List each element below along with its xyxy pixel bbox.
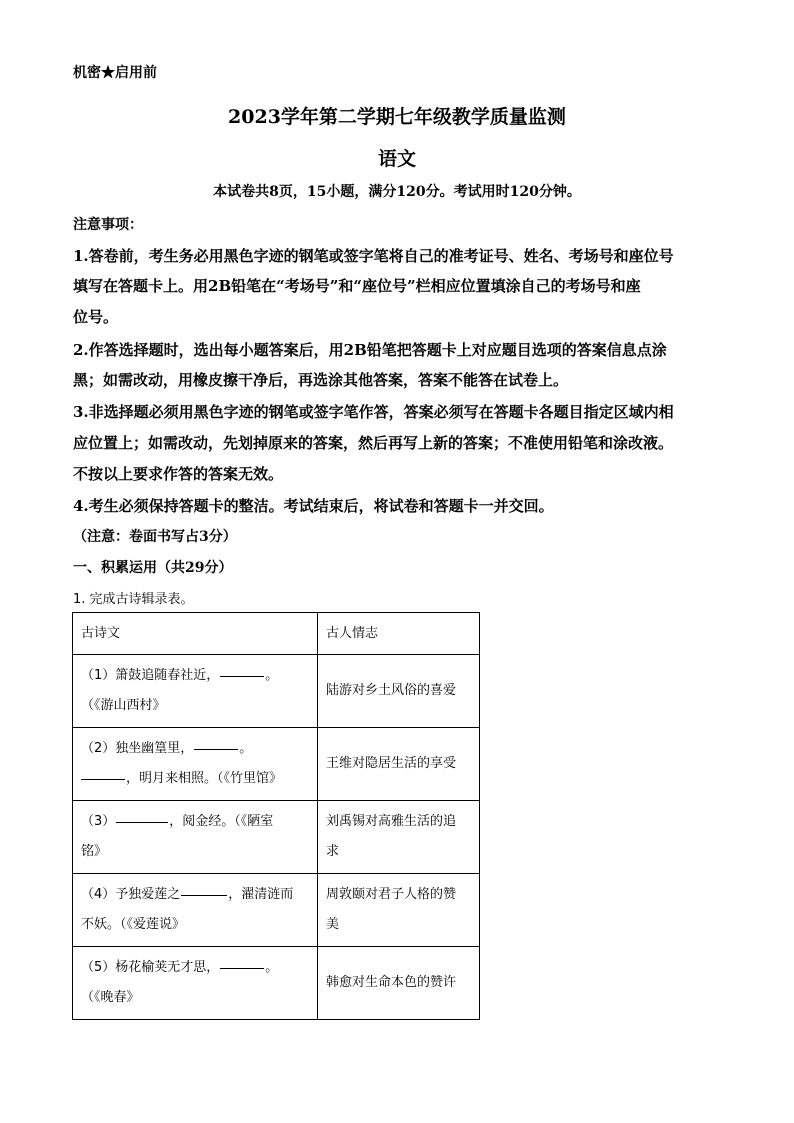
question-1: 1. 完成古诗辑录表。 <box>73 592 194 607</box>
poem-text: 铭》 <box>81 844 108 859</box>
poem-cell <box>73 655 318 728</box>
notice-line: 不按以上要求作答的答案无效。 <box>73 465 284 483</box>
header-cell: 古诗文 <box>73 613 318 655</box>
notice-line: 填写在答题卡上。用2B铅笔在“考场号”和“座位号”栏相应位置填涂自己的考场号和座 <box>73 277 641 295</box>
answer-blank[interactable] <box>220 967 264 969</box>
mood-cell: 王维对隐居生活的享受 <box>318 728 480 801</box>
header-cell: 古人情志 <box>318 613 480 655</box>
mood-cell <box>318 801 480 874</box>
poem-text: ，明月来相照。（《竹里馆》 <box>126 771 283 786</box>
poem-text: （4）予独爱莲之 <box>81 887 181 902</box>
exam-info: 本试卷共8页，15小题，满分120分。考试用时120分钟。 <box>213 184 581 200</box>
answer-blank[interactable] <box>81 778 125 780</box>
subject-title: 语文 <box>377 148 416 170</box>
notice-line: 2.作答选择题时，选出每小题答案后，用2B铅笔把答题卡上对应题目选项的答案信息点涂 <box>73 341 667 359</box>
mood-cell: 陆游对乡土风俗的喜爱 <box>318 655 480 728</box>
poem-text: （1）箫鼓追随春社近， <box>81 668 220 683</box>
mood-text: 周敦颐对君子人格的赞 <box>326 887 457 902</box>
confidential-label: 机密★启用前 <box>73 65 157 81</box>
poem-text: （《晚春》 <box>81 990 140 1005</box>
poem-cell <box>73 874 318 947</box>
poem-cell <box>73 801 318 874</box>
mood-cell: 韩愈对生命本色的赞许 <box>318 947 480 1020</box>
exam-title: 2023学年第二学期七年级教学质量监测 <box>228 106 566 128</box>
table-row <box>73 801 480 874</box>
poem-text: 。 <box>239 741 253 756</box>
notice-line: 4.考生必须保持答题卡的整洁。考试结束后，将试卷和答题卡一并交回。 <box>73 497 554 515</box>
notice-line: 位号。 <box>73 308 119 326</box>
notice-heading: 注意事项： <box>73 217 143 233</box>
poem-text: ，阅金经。（《陋室 <box>169 814 274 829</box>
table-header-row <box>73 613 480 655</box>
answer-blank[interactable] <box>181 894 227 896</box>
notice-line: 应位置上；如需改动，先划掉原来的答案，然后再写上新的答案；不准使用铅笔和涂改液。 <box>73 434 674 452</box>
poem-text: 。 <box>265 668 279 683</box>
notice-line: 黑；如需改动，用橡皮擦干净后，再选涂其他答案，答案不能答在试卷上。 <box>73 371 569 389</box>
table-row <box>73 728 480 801</box>
answer-blank[interactable] <box>220 675 264 677</box>
mood-text: 求 <box>326 844 340 859</box>
answer-blank[interactable] <box>116 821 168 823</box>
handwriting-note: （注意：卷面书写占3分） <box>73 529 237 545</box>
mood-cell <box>318 874 480 947</box>
table-row <box>73 874 480 947</box>
poem-text: （2）独坐幽篁里， <box>81 741 194 756</box>
poem-text: （3） <box>81 814 116 829</box>
mood-text: 刘禹锡对高雅生活的追 <box>326 814 457 829</box>
poem-text: ，濯清涟而 <box>228 887 294 902</box>
mood-text: 美 <box>326 917 340 932</box>
table-row <box>73 947 480 1020</box>
poem-text: 不妖。（《爱莲说》 <box>81 917 186 932</box>
answer-blank[interactable] <box>194 748 238 750</box>
poem-text: （5）杨花榆荚无才思， <box>81 960 220 975</box>
poem-cell <box>73 728 318 801</box>
poem-text: （《游山西村》 <box>81 698 166 713</box>
poem-text: 。 <box>265 960 279 975</box>
table-row <box>73 655 480 728</box>
notice-line: 1.答卷前，考生务必用黑色字迹的钢笔或签字笔将自己的准考证号、姓名、考场号和座位号 <box>73 247 674 265</box>
poem-table <box>72 612 480 1020</box>
poem-cell <box>73 947 318 1020</box>
notice-line: 3.非选择题必须用黑色字迹的钢笔或签字笔作答，答案必须写在答题卡各题目指定区域内相 <box>73 403 674 421</box>
section-heading: 一、积累运用（共29分） <box>73 560 233 576</box>
